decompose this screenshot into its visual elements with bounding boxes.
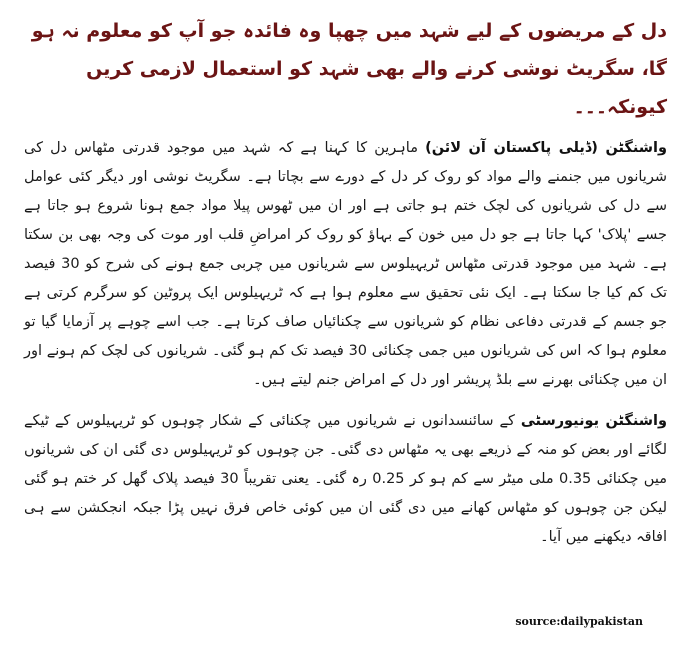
article-paragraph-2 — [24, 407, 667, 552]
paragraph-2-text: کے سائنسدانوں نے شریانوں میں چکنائی کے شکار چوہوں کو ٹریہیلوس کے ٹیکے لگائے اور بعض کو منہ کے ذریعے بھی یہ مٹھاس دی گئی۔ جن چوہوں کو ٹریہیلوس دی گئی ان کی شریانوں میں چکنائی 0.35 ملی میٹر سے کم ہو کر 0.25 رہ گئی۔ یعنی تقریباً 30 فیصد پلاک گھل کر ختم ہو گئی لیکن جن چوہوں کو مٹھاس کھانے میں دی گئی ان میں کوئی خاص فرق نہیں پڑا جبکہ انجکشن سے ہی افاقہ دیکھنے میں آیا۔ — [24, 413, 667, 545]
dateline: واشنگٹن (ڈیلی پاکستان آن لائن) — [425, 140, 668, 156]
source-credit: source:dailypakistan — [515, 615, 643, 628]
paragraph-2-lead: واشنگٹن یونیورسٹی — [520, 413, 668, 429]
paragraph-1-text: ماہرین کا کہنا ہے کہ شہد میں موجود قدرتی مٹھاس دل کی شریانوں میں جنمنے والے مواد کو روک کر دل کے دورے سے بچاتا ہے۔ سگریٹ نوشی اور دیگر کئی عوامل سے دل کی شریانوں کی لچک ختم ہو جاتی ہے اور ان میں ٹھوس پیلا مواد جمع ہونا شروع ہو جاتا ہے جسے 'پلاک' کہا جاتا ہے جو دل میں خون کے بہاؤ کو روک کر امراضِ قلب اور موت کی وجہ بھی بن سکتا ہے۔ شہد میں موجود قدرتی مٹھاس ٹریہیلوس سے شریانوں میں چربی جمع ہونے کی شرح کو 30 فیصد تک کم کیا جا سکتا ہے۔ ایک نئی تحقیق سے معلوم ہوا ہے کہ ٹریہیلوس ایک پروٹین کو سرگرم کرتی ہے جو جسم کے قدرتی دفاعی نظام کو شریانوں سے چکنائیاں صاف کرتا ہے۔ جب اسے چوہے پر آزمایا گیا تو معلوم ہوا کہ اس کی شریانوں میں جمی چکنائی 30 فیصد تک کم ہو گئی۔ شریانوں کی لچک کم ہونے اور ان میں چکنائی بھرنے سے بلڈ پریشر اور دل کے امراض جنم لیتے ہیں۔ — [24, 140, 668, 388]
article-headline: دل کے مریضوں کے لیے شہد میں چھپا وہ فائدہ جو آپ کو معلوم نہ ہو گا، سگریٹ نوشی کرنے والے بھی شہد کو استعمال لازمی کریں کیونکہ۔۔۔ — [31, 20, 667, 118]
article-paragraph-1 — [24, 134, 667, 395]
